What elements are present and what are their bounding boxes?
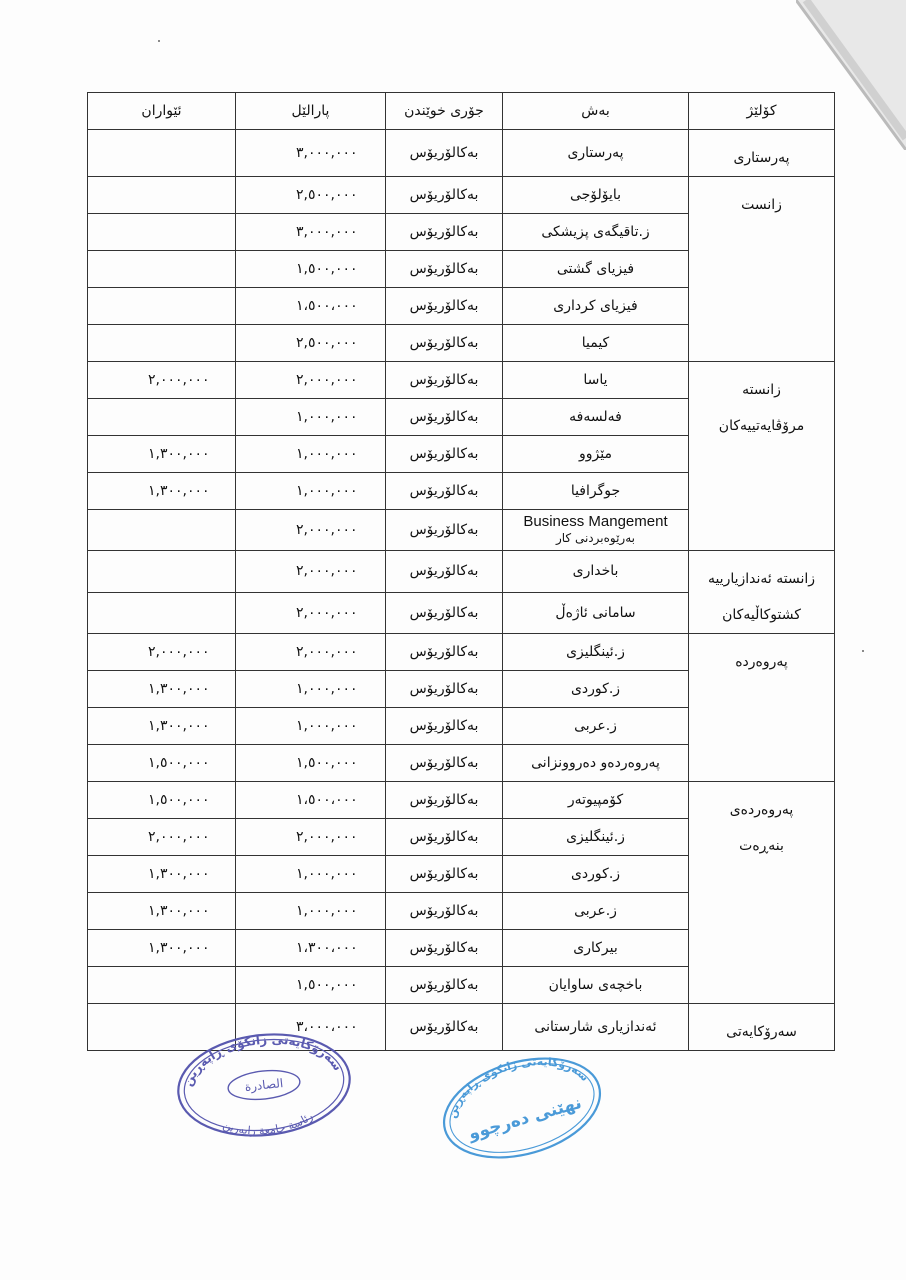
parallel-fee: ١,٥٠٠,٠٠٠ <box>236 745 386 782</box>
evening-fee <box>88 130 236 177</box>
study-type: بەکالۆریۆس <box>386 856 503 893</box>
parallel-fee: ١,٥٠٠,٠٠٠ <box>236 967 386 1004</box>
study-type: بەکالۆریۆس <box>386 634 503 671</box>
evening-fee: ١,٣٠٠,٠٠٠ <box>88 473 236 510</box>
department-name: ئەندازیاری شارستانی <box>503 1004 689 1051</box>
evening-fee <box>88 251 236 288</box>
parallel-fee: ٢,٠٠٠,٠٠٠ <box>236 510 386 551</box>
evening-fee: ٢,٠٠٠,٠٠٠ <box>88 819 236 856</box>
study-type: بەکالۆریۆس <box>386 671 503 708</box>
department-name: کیمیا <box>503 325 689 362</box>
header-study-type: جۆری خوێندن <box>386 93 503 130</box>
study-type: بەکالۆریۆس <box>386 362 503 399</box>
department-name: ز.کوردی <box>503 856 689 893</box>
table-row <box>88 551 835 593</box>
stamp-left-inner-text: الصادرة <box>244 1076 284 1094</box>
study-type: بەکالۆریۆس <box>386 510 503 551</box>
parallel-fee: ١,٠٠٠,٠٠٠ <box>236 473 386 510</box>
evening-fee: ١,٥٠٠,٠٠٠ <box>88 745 236 782</box>
header-evening: ئێواران <box>88 93 236 130</box>
evening-fee <box>88 967 236 1004</box>
table-header-row <box>88 93 835 130</box>
parallel-fee: ٢,٥٠٠,٠٠٠ <box>236 325 386 362</box>
department-name: ز.عربی <box>503 708 689 745</box>
evening-fee: ٢,٠٠٠,٠٠٠ <box>88 362 236 399</box>
study-type: بەکالۆریۆس <box>386 214 503 251</box>
study-type: بەکالۆریۆس <box>386 551 503 593</box>
department-name: باخداری <box>503 551 689 593</box>
study-type: بەکالۆریۆس <box>386 130 503 177</box>
parallel-fee: ٣،٠٠٠،٠٠٠ <box>236 1004 386 1051</box>
college-name: زانستە مرۆڤایەتییەکان <box>689 362 835 551</box>
study-type: بەکالۆریۆس <box>386 177 503 214</box>
evening-fee: ١,٣٠٠,٠٠٠ <box>88 671 236 708</box>
parallel-fee: ٢,٠٠٠,٠٠٠ <box>236 551 386 593</box>
evening-fee: ٢,٠٠٠,٠٠٠ <box>88 634 236 671</box>
header-college: کۆلێژ <box>689 93 835 130</box>
parallel-fee: ١,٠٠٠,٠٠٠ <box>236 671 386 708</box>
evening-fee <box>88 592 236 634</box>
department-name: ز.ئینگلیزی <box>503 819 689 856</box>
department-name: یاسا <box>503 362 689 399</box>
department-name: بیرکاری <box>503 930 689 967</box>
official-stamp-left <box>170 1030 358 1140</box>
parallel-fee: ٢,٠٠٠,٠٠٠ <box>236 634 386 671</box>
parallel-fee: ٢,٠٠٠,٠٠٠ <box>236 592 386 634</box>
table-row <box>88 362 835 399</box>
table-row <box>88 130 835 177</box>
department-name-kurdish: بەرێوەبردنی کار <box>555 531 636 545</box>
parallel-fee: ١,٠٠٠,٠٠٠ <box>236 436 386 473</box>
college-name: سەرۆکایەتی <box>689 1004 835 1051</box>
department-name: مێژوو <box>503 436 689 473</box>
department-name-english: Business Mangement <box>523 513 668 530</box>
parallel-fee: ١،٥٠٠،٠٠٠ <box>236 288 386 325</box>
table-row <box>88 177 835 214</box>
evening-fee <box>88 288 236 325</box>
study-type: بەکالۆریۆس <box>386 819 503 856</box>
study-type: بەکالۆریۆس <box>386 251 503 288</box>
evening-fee: ١,٣٠٠,٠٠٠ <box>88 893 236 930</box>
department-name: فەلسەفە <box>503 399 689 436</box>
evening-fee <box>88 214 236 251</box>
parallel-fee: ٣,٠٠٠,٠٠٠ <box>236 214 386 251</box>
header-department: بەش <box>503 93 689 130</box>
stamp-left-outer-text: سەرۆکایەتی زانکۆی ڕاپەڕین <box>180 1032 346 1089</box>
study-type: بەکالۆریۆس <box>386 1004 503 1051</box>
department-name: فیزیای کرداری <box>503 288 689 325</box>
department-name: پەرستاری <box>503 130 689 177</box>
parallel-fee: ١،٣٠٠،٠٠٠ <box>236 930 386 967</box>
study-type: بەکالۆریۆس <box>386 325 503 362</box>
department-name: ز.کوردی <box>503 671 689 708</box>
college-name: زانست <box>689 177 835 362</box>
stamp-right-inner-text: نهێنی دەرچوو <box>466 1092 584 1145</box>
parallel-fee: ١,٠٠٠,٠٠٠ <box>236 399 386 436</box>
tuition-table <box>87 92 835 1051</box>
evening-fee <box>88 399 236 436</box>
college-name: پەرستاری <box>689 130 835 177</box>
evening-fee: ١,٣٠٠,٠٠٠ <box>88 436 236 473</box>
department-name: بایۆلۆجی <box>503 177 689 214</box>
parallel-fee: ٢,٠٠٠,٠٠٠ <box>236 362 386 399</box>
parallel-fee: ١,٠٠٠,٠٠٠ <box>236 893 386 930</box>
study-type: بەکالۆریۆس <box>386 288 503 325</box>
department-name: جوگرافیا <box>503 473 689 510</box>
study-type: بەکالۆریۆس <box>386 745 503 782</box>
study-type: بەکالۆریۆس <box>386 592 503 634</box>
department-name: پەروەردەو دەروونزانی <box>503 745 689 782</box>
study-type: بەکالۆریۆس <box>386 967 503 1004</box>
parallel-fee: ٢,٥٠٠,٠٠٠ <box>236 177 386 214</box>
department-name: ز.ئینگلیزی <box>503 634 689 671</box>
study-type: بەکالۆریۆس <box>386 782 503 819</box>
department-name: سامانی ئاژەڵ <box>503 592 689 634</box>
official-stamp-right <box>432 1048 612 1168</box>
department-name: ز.عربی <box>503 893 689 930</box>
parallel-fee: ١,٥٠٠,٠٠٠ <box>236 251 386 288</box>
evening-fee: ١,٣٠٠,٠٠٠ <box>88 708 236 745</box>
parallel-fee: ١,٠٠٠,٠٠٠ <box>236 708 386 745</box>
college-name: پەروەردە <box>689 634 835 782</box>
stamp-left-bottom-text: رئاسة جامعة رابەرین <box>221 1109 316 1138</box>
department-name: ز.تاقیگەی پزیشکی <box>503 214 689 251</box>
table-row <box>88 782 835 819</box>
evening-fee: ١,٥٠٠,٠٠٠ <box>88 782 236 819</box>
study-type: بەکالۆریۆس <box>386 708 503 745</box>
table-body <box>88 130 835 1051</box>
parallel-fee: ٢,٠٠٠,٠٠٠ <box>236 819 386 856</box>
department-name: فیزیای گشتی <box>503 251 689 288</box>
department-name: باخچەی ساوایان <box>503 967 689 1004</box>
study-type: بەکالۆریۆس <box>386 893 503 930</box>
speck <box>158 40 160 42</box>
parallel-fee: ١,٠٠٠,٠٠٠ <box>236 856 386 893</box>
study-type: بەکالۆریۆس <box>386 473 503 510</box>
evening-fee <box>88 325 236 362</box>
study-type: بەکالۆریۆس <box>386 399 503 436</box>
evening-fee: ١,٣٠٠,٠٠٠ <box>88 930 236 967</box>
evening-fee <box>88 510 236 551</box>
evening-fee <box>88 177 236 214</box>
evening-fee: ١,٣٠٠,٠٠٠ <box>88 856 236 893</box>
college-name: زانستە ئەندازیارییە کشتوکاڵیەکان <box>689 551 835 634</box>
college-name: پەروەردەی بنەڕەت <box>689 782 835 1004</box>
evening-fee <box>88 551 236 593</box>
stamp-right-outer-text: سەرۆکایەتی زانکۆی ڕاپەڕین <box>445 1055 592 1120</box>
parallel-fee: ١،٥٠٠،٠٠٠ <box>236 782 386 819</box>
table-row <box>88 634 835 671</box>
speck <box>862 650 864 652</box>
department-name: کۆمپیوتەر <box>503 782 689 819</box>
study-type: بەکالۆریۆس <box>386 436 503 473</box>
parallel-fee: ٣,٠٠٠,٠٠٠ <box>236 130 386 177</box>
study-type: بەکالۆریۆس <box>386 930 503 967</box>
department-name <box>503 510 689 551</box>
header-parallel: پارالێل <box>236 93 386 130</box>
